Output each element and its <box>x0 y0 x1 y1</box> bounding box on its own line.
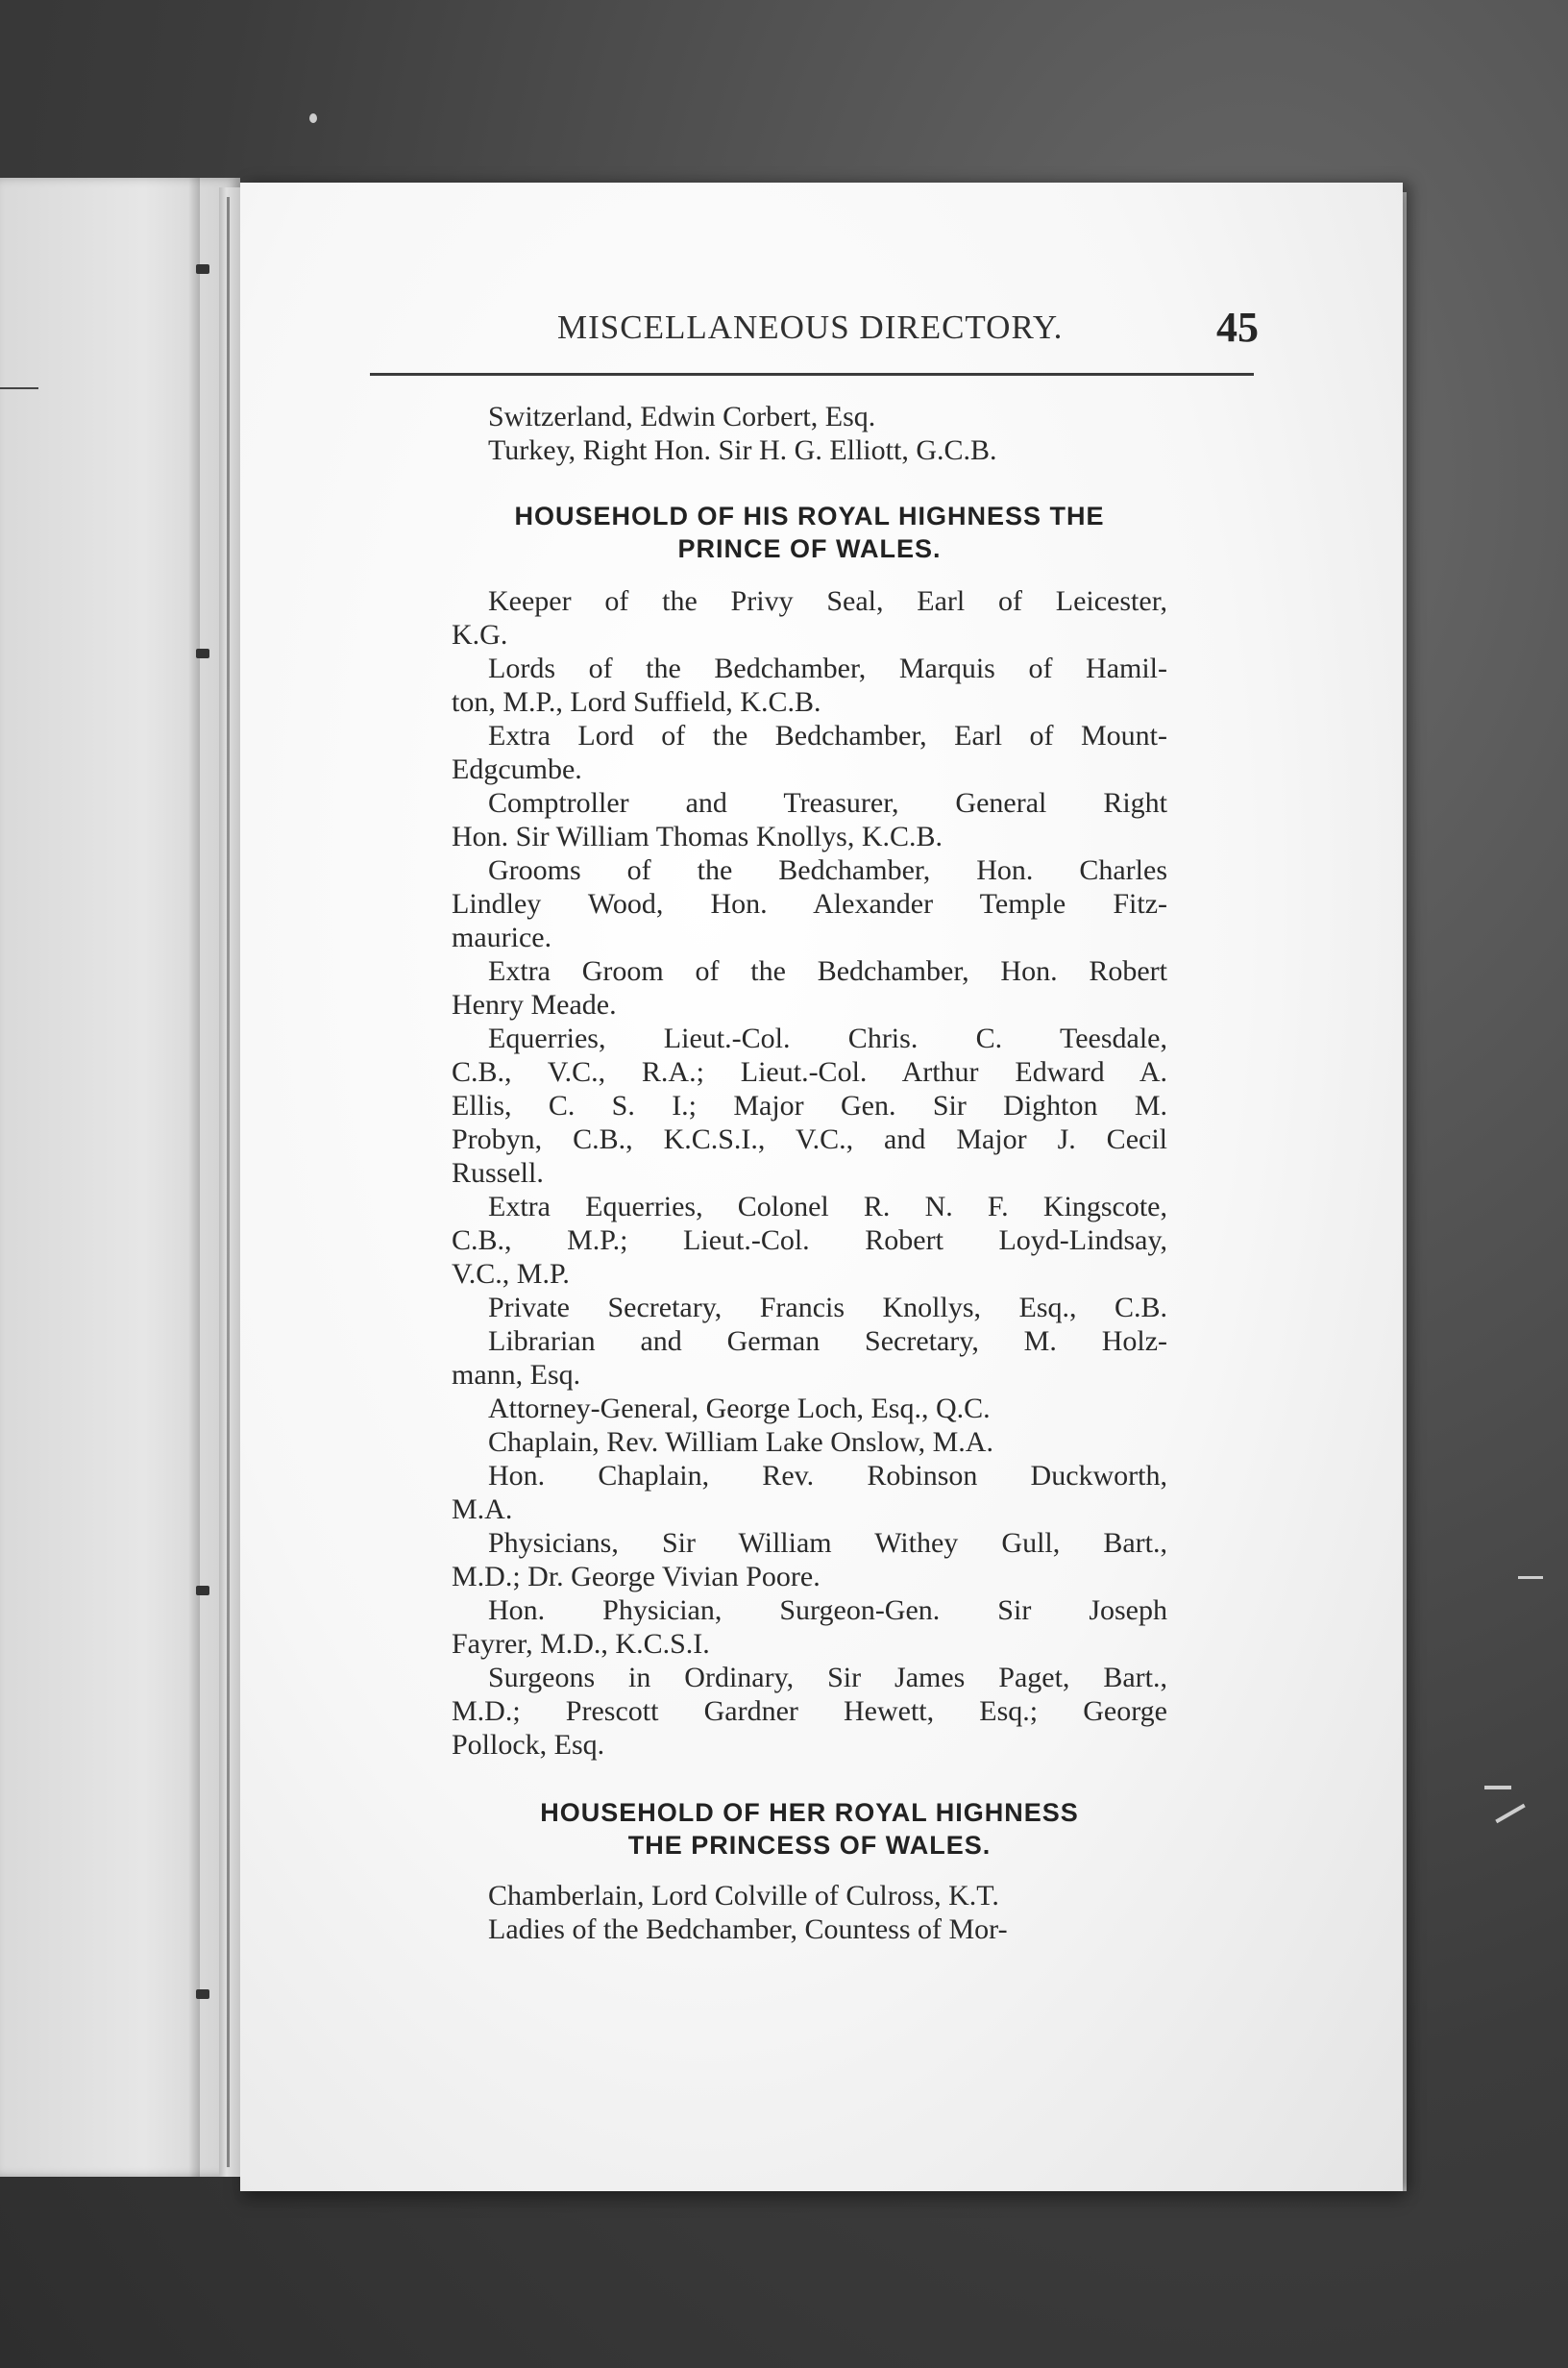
binding-stitch <box>196 1586 209 1595</box>
text-line: M.A. <box>452 1493 513 1525</box>
text-line: V.C., M.P. <box>452 1258 570 1290</box>
text-line: Russell. <box>452 1157 544 1189</box>
page-body <box>452 400 1167 1946</box>
text-line: Ladies of the Bedchamber, Countess of Mor- <box>488 1913 1008 1945</box>
text-line: Grooms of the Bedchamber, Hon. Charles <box>488 854 1167 886</box>
text-line: Hon. Physician, Surgeon-Gen. Sir Joseph <box>488 1594 1167 1626</box>
text-line: Hon. Sir William Thomas Knollys, K.C.B. <box>452 821 943 852</box>
text-line: Hon. Chaplain, Rev. Robinson Duckworth, <box>488 1460 1167 1492</box>
text-line: Comptroller and Treasurer, General Right <box>488 787 1167 819</box>
text-line: maurice. <box>452 922 552 953</box>
text-line: mann, Esq. <box>452 1359 581 1391</box>
left-page-rule <box>0 387 38 389</box>
text-line: Ellis, C. S. I.; Major Gen. Sir Dighton M. <box>452 1090 1167 1122</box>
text-line: Physicians, Sir William Withey Gull, Bart., <box>488 1527 1167 1559</box>
binding-stitch <box>196 1989 209 1999</box>
section-heading <box>452 1796 1167 1862</box>
scan-speck <box>1518 1576 1543 1579</box>
text-line: Private Secretary, Francis Knollys, Esq., C.B. <box>488 1292 1167 1323</box>
left-page-edge <box>0 178 240 2177</box>
binding-thread <box>227 197 230 2167</box>
text-line: Pollock, Esq. <box>452 1729 605 1761</box>
scan-speck <box>309 113 317 123</box>
section-heading <box>452 500 1167 565</box>
binding-stitch <box>196 649 209 658</box>
text-line: Librarian and German Secretary, M. Holz- <box>488 1325 1167 1357</box>
text-line: Attorney-General, George Loch, Esq., Q.C. <box>488 1393 991 1424</box>
text-line: Fayrer, M.D., K.C.S.I. <box>452 1628 710 1660</box>
page-header <box>307 301 1259 358</box>
text-line: M.D.; Prescott Gardner Hewett, Esq.; George <box>452 1695 1167 1727</box>
left-page-shadow <box>188 178 200 2177</box>
header-rule <box>370 373 1254 376</box>
text-line: Surgeons in Ordinary, Sir James Paget, Bart., <box>488 1662 1167 1693</box>
text-line: C.B., V.C., R.A.; Lieut.-Col. Arthur Edward A. <box>452 1056 1167 1088</box>
section-heading-line: PRINCE OF WALES. <box>677 534 942 563</box>
text-line: Chaplain, Rev. William Lake Onslow, M.A. <box>488 1426 993 1458</box>
binding-stitch <box>196 264 209 274</box>
text-line: ton, M.P., Lord Suffield, K.C.B. <box>452 686 821 718</box>
scan-speck <box>1484 1786 1511 1789</box>
text-line: K.G. <box>452 619 508 651</box>
text-line: Keeper of the Privy Seal, Earl of Leicester, <box>488 585 1167 617</box>
running-head: MISCELLANEOUS DIRECTORY. <box>557 308 1064 346</box>
text-line: C.B., M.P.; Lieut.-Col. Robert Loyd-Lindsay, <box>452 1224 1167 1256</box>
book-gutter <box>219 187 240 2177</box>
section-heading-line: THE PRINCESS OF WALES. <box>627 1831 992 1860</box>
text-line: Extra Lord of the Bedchamber, Earl of Mount- <box>488 720 1167 752</box>
text-line: Edgcumbe. <box>452 753 582 785</box>
text-line: Probyn, C.B., K.C.S.I., V.C., and Major J. Cecil <box>452 1123 1167 1155</box>
text-line: Chamberlain, Lord Colville of Culross, K.T. <box>488 1880 999 1912</box>
text-line: Equerries, Lieut.-Col. Chris. C. Teesdale, <box>488 1023 1167 1054</box>
text-line: Lords of the Bedchamber, Marquis of Hamil- <box>488 653 1167 684</box>
section-heading-line: HOUSEHOLD OF HIS ROYAL HIGHNESS THE <box>514 502 1105 530</box>
section-heading-line: HOUSEHOLD OF HER ROYAL HIGHNESS <box>540 1798 1079 1827</box>
text-line: M.D.; Dr. George Vivian Poore. <box>452 1561 821 1592</box>
page-number: 45 <box>1216 304 1259 351</box>
text-line: Turkey, Right Hon. Sir H. G. Elliott, G.C.B. <box>488 434 997 466</box>
text-line: Extra Groom of the Bedchamber, Hon. Robert <box>488 955 1167 987</box>
text-line: Henry Meade. <box>452 989 617 1021</box>
text-line: Extra Equerries, Colonel R. N. F. Kingscote, <box>488 1191 1167 1222</box>
text-line: Lindley Wood, Hon. Alexander Temple Fitz- <box>452 888 1167 920</box>
text-line: Switzerland, Edwin Corbert, Esq. <box>488 401 876 432</box>
